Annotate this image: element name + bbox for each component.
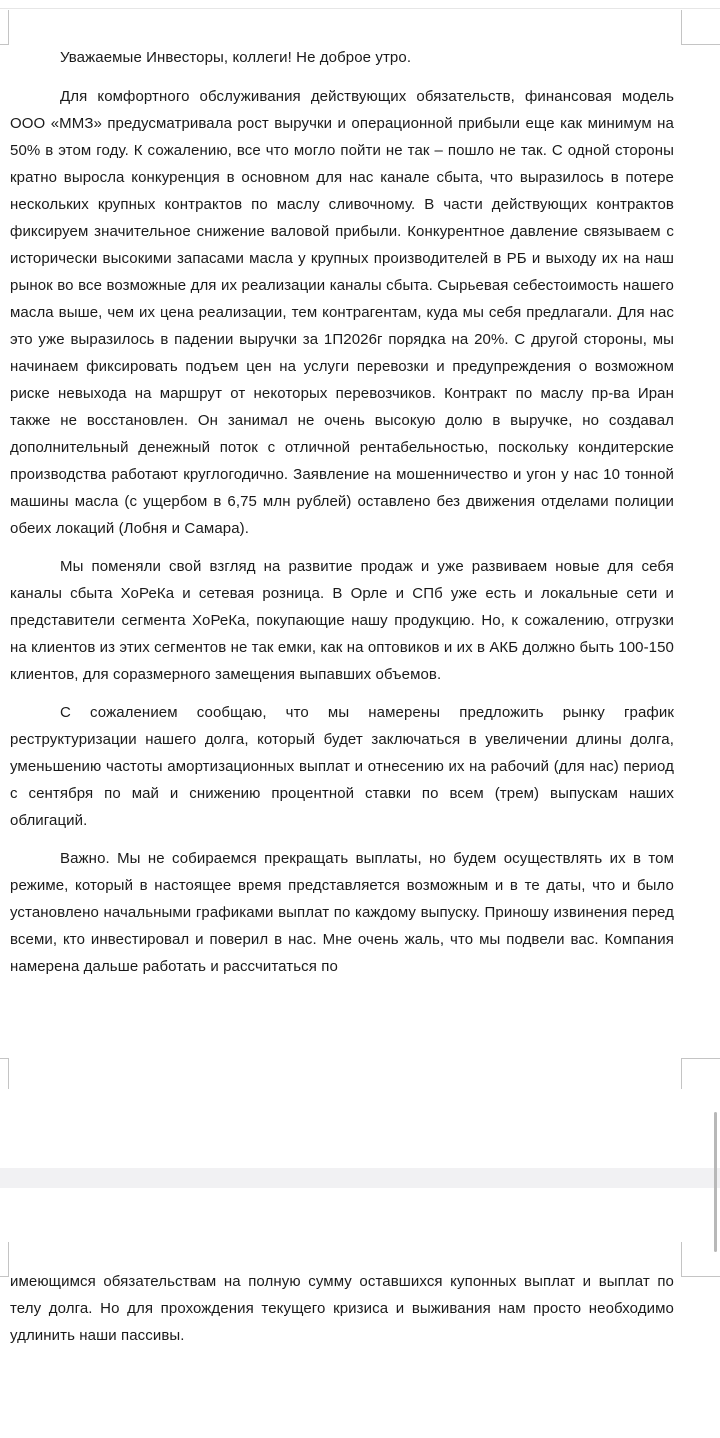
margin-mark-bottom-right bbox=[681, 1058, 720, 1089]
continuation-paragraph: имеющимся обязательствам на полную сумму оставшихся купонных выплат и выплат по телу долга. Но для прохождения текущего кризиса и выживания нам просто необходимо удлинить наши пассивы. bbox=[10, 1273, 674, 1344]
margin-mark-top-right bbox=[681, 10, 720, 45]
margin-mark-bottom-left bbox=[0, 1058, 9, 1089]
page-1-text bbox=[10, 44, 674, 991]
paragraph-4: Важно. Мы не собираемся прекращать выплаты, но будем осуществлять их в том режиме, который в настоящее время представляется возможным и в те даты, что и было установлено начальными графиками выплат по каждому выпуску. Приношу извинения перед всеми, кто инвестировал и поверил в нас. Мне очень жаль, что мы подвели вас. Компания намерена дальше работать и рассчитаться по bbox=[10, 850, 674, 975]
greeting: Уважаемые Инвесторы, коллеги! Не доброе утро. bbox=[60, 49, 412, 66]
page-top-border bbox=[0, 8, 720, 9]
margin-mark-top-left-2 bbox=[0, 1242, 9, 1277]
document-page-2 bbox=[0, 1188, 720, 1438]
paragraph-2: Мы поменяли свой взгляд на развитие продаж и уже развиваем новые для себя каналы сбыта ХоРеКа и сетевая розница. В Орле и СПб уже есть и локальные сети и представители сегмента ХоРеКа, покупающие нашу продукцию. Но, к сожалению, отгрузки на клиентов из этих сегментов не так емки, как на оптовиков и их в АКБ должно быть 100-150 клиентов, для соразмерного замещения выпавших объемов. bbox=[10, 558, 674, 683]
scrollbar-thumb[interactable] bbox=[714, 1112, 717, 1252]
page-2-text bbox=[10, 1268, 674, 1360]
margin-mark-top-left bbox=[0, 10, 9, 45]
paragraph-3: С сожалением сообщаю, что мы намерены предложить рынку график реструктуризации нашего долга, который будет заключаться в увеличении длины долга, уменьшению частоты амортизационных выплат и отнесению их на рабочий (для нас) период с сентября по май и снижению процентной ставки по всем (трем) выпускам наших облигаций. bbox=[10, 704, 674, 829]
page-separator bbox=[0, 1168, 720, 1188]
paragraph-1: Для комфортного обслуживания действующих обязательств, финансовая модель ООО «ММЗ» предусматривала рост выручки и операционной прибыли еще как минимум на 50% в этом году. К сожалению, все что могло пойти не так – пошло не так. С одной стороны кратно выросла конкуренция в основном для нас канале сбыта, что выразилось в потере нескольких крупных контрактов по маслу сливочному. В части действующих контрактов фиксируем значительное снижение валовой прибыли. Конкурентное давление связываем с исторически высокими запасами масла у крупных производителей в РБ и выходу их на наш рынок во все возможные для их реализации каналы сбыта. Сырьевая себестоимость нашего масла выше, чем их цена реализации, тем контрагентам, куда мы себя предлагали. Для нас это уже выразилось в падении выручки за 1П2026г порядка на 20%. С другой стороны, мы начинаем фиксировать подъем цен на услуги перевозки и предупреждения о возможном риске невыхода на маршрут от некоторых перевозчиков. Контракт по маслу пр-ва Иран также не восстановлен. Он занимал не очень высокую долю в выручке, но создавал дополнительный денежный поток с отличной рентабельностью, поскольку кондитерские производства работают круглогодично. Заявление на мошенничество и угон у нас 10 тонной машины масла (с ущербом в 6,75 млн рублей) оставлено без движения отделами полиции обеих локаций (Лобня и Самара). bbox=[10, 88, 674, 537]
